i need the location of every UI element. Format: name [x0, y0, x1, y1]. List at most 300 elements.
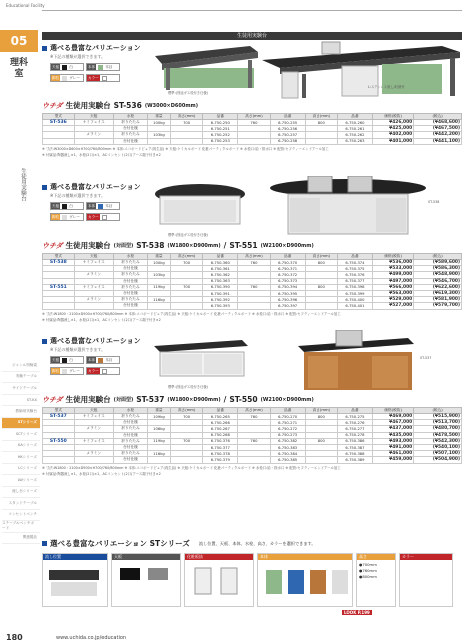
side-nav-item[interactable]: サイドテーブル [2, 383, 40, 395]
swatch-top-2: 天板 白 [50, 202, 84, 210]
table-cell: (¥513,700) [414, 420, 462, 426]
table-cell: ¥527,000 [372, 303, 413, 309]
table-cell: (¥542,300) [414, 438, 462, 444]
swatch-body-3: 本体 木目 [86, 356, 120, 364]
table-cell: ケミフェイス [74, 120, 113, 126]
table-cell: (¥515,900) [414, 414, 462, 420]
table-cell [305, 457, 337, 463]
table-cell: ¥425,000 [372, 126, 413, 132]
table-cell [74, 303, 113, 309]
table-cell: ¥437,000 [372, 426, 413, 432]
table-header-cell: 品番 [203, 114, 238, 120]
variation-sub: ※下記の種類が選択できます。 [50, 54, 106, 59]
note-2b: ※ 付属品:陶器流し×1、水栓(2口)×1、ACコンセント(2口)アース端子付き×2 [42, 317, 161, 322]
option-height: 高さ ●700mm ●760mm ●800mm [356, 553, 396, 607]
table-cell: 100kg [147, 260, 170, 266]
table-header-cell: 天板 [74, 408, 113, 414]
table-cell: 6-750-271 [270, 420, 305, 426]
table-header-cell: 品番 [337, 408, 372, 414]
st538-main-illustration [268, 176, 428, 238]
table-cell: 6-750-370 [270, 260, 305, 266]
table-cell: 6-750-377 [203, 444, 238, 450]
swatch-leg-2: 脚柱 グレー [50, 213, 84, 221]
table-cell: 760 [238, 438, 270, 444]
table-cell: (¥504,900) [414, 457, 462, 463]
table-cell: 6-750-255 [270, 120, 305, 126]
table-cell: 800 [305, 438, 337, 444]
table-cell: メラミン [74, 426, 113, 432]
table-cell: 6-750-258 [270, 138, 305, 144]
table-cell: 6-750-401 [337, 303, 372, 309]
table-cell [147, 457, 170, 463]
table-cell: 6-750-275 [337, 414, 372, 420]
table-cell: 折りたたみ [113, 260, 147, 266]
section-band: 生徒用実験台 [42, 32, 462, 40]
table-cell: (¥441,100) [414, 138, 462, 144]
illus-caption-2b: ST-538 [428, 200, 440, 204]
table-header-cell: 重量 [147, 114, 170, 120]
table-cell: 6-750-263 [337, 138, 372, 144]
category-label: 生徒用実験台 [20, 168, 26, 201]
st538-small-illustration [150, 180, 250, 235]
note-2a: ※ 寸法:W1800・2100×D900×H700/760/800mm ※ 本体:エコボードピュア(再生品) ※ 天板:ケミカルボード 化粧パーティクルボード ※ 水栓口:給・排水口 ※ 配管:セフティーエンドアール加工 [42, 311, 341, 316]
table-header-cell: 品番 [203, 254, 238, 260]
table-cell: 台付仕様 [113, 303, 147, 309]
table-cell: 6-750-250 [203, 120, 238, 126]
table-cell: ¥566,000 [372, 284, 413, 290]
table-cell: ¥529,000 [372, 297, 413, 303]
table-cell: (¥548,900) [414, 272, 462, 278]
swatch-body-2: 本体 木目 [86, 202, 120, 210]
table-cell: (¥581,900) [414, 297, 462, 303]
table-header-cell: 高さ(mm) [305, 408, 337, 414]
table-cell: 116kg [147, 451, 170, 457]
spec-table-1 [42, 113, 462, 145]
table-cell: ¥469,000 [372, 414, 413, 420]
table-cell: 6-750-362 [203, 272, 238, 278]
variation-heading: 選べる豊富なバリエーション [42, 43, 462, 53]
table-header-cell: 高さ(mm) [238, 114, 270, 120]
side-nav-item[interactable]: ステーブルベンチボード [2, 521, 40, 533]
side-nav-item[interactable]: 教師用実験台 [2, 406, 40, 418]
table-cell: ケミフェイス [74, 414, 113, 420]
table-header-cell: (税込) [414, 408, 462, 414]
table-cell: 6-750-260 [337, 120, 372, 126]
table-header-cell: 品番 [270, 114, 305, 120]
swatch-top: 天板 白 [50, 63, 84, 71]
note-3b: ※ 付属品:陶器流し×1、水栓(2口)×1、ACコンセント(2口)アース端子付き×2 [42, 471, 161, 476]
table-cell: 6-750-277 [337, 426, 372, 432]
table-cell: 折りたたみ [113, 272, 147, 278]
table-cell: ¥459,000 [372, 457, 413, 463]
product-st536 [42, 100, 462, 157]
square-bullet-icon [42, 185, 47, 190]
table-cell: 6-750-390 [203, 284, 238, 290]
table-cell: 6-750-256 [270, 126, 305, 132]
table-header-cell: 高さ(mm) [170, 254, 202, 260]
table-cell: 109kg [147, 414, 170, 420]
square-bullet-icon [42, 339, 47, 344]
table-header-cell: 価格(税抜) [372, 114, 413, 120]
table-cell: ケミフェイス [74, 438, 113, 444]
st536-small-illustration [150, 38, 260, 98]
table-header-cell: (税込) [414, 114, 462, 120]
table-cell [305, 138, 337, 144]
spec-table-3 [42, 407, 462, 464]
table-cell: 6-750-378 [203, 451, 238, 457]
note-1b: ※ 付属品:陶器流し×1、水栓(2口)×1、ACコンセント(2口)アース端子付き×2 [42, 152, 161, 157]
table-cell: 6-750-361 [203, 266, 238, 272]
table-cell: 6-750-261 [337, 126, 372, 132]
table-header-cell: 高さ(mm) [238, 408, 270, 414]
side-nav-item[interactable]: 流し台シリーズ [2, 487, 40, 499]
table-cell: メラミン [74, 132, 113, 138]
variation-heading-2: 選べる豊富なバリエーション [42, 182, 462, 192]
table-cell: 台付仕様 [113, 290, 147, 296]
st536-main-illustration [262, 38, 462, 100]
table-cell: ¥497,000 [372, 278, 413, 284]
table-cell: ケミフェイス [74, 284, 113, 290]
sink-position-icon [43, 560, 107, 604]
table-header-cell: 天板 [74, 254, 113, 260]
table-cell: 6-750-397 [270, 303, 305, 309]
table-cell [147, 303, 170, 309]
table-cell: (¥442,200) [414, 132, 462, 138]
table-cell: 6-750-251 [203, 126, 238, 132]
table-cell [74, 457, 113, 463]
table-cell: (¥622,600) [414, 284, 462, 290]
spec-table-2 [42, 253, 462, 310]
table-cell [238, 457, 270, 463]
variation-sub-2: ※下記の種類が選択できます。 [50, 193, 106, 198]
table-cell: (¥619,300) [414, 290, 462, 296]
note-1a: ※ 寸法:W3000×D600×H700/760/800mm ※ 本体:エコボードピュア(再生品) ※ 天板:ケミカルボード 化粧パーティクルボード ※ 水栓口:給・排水口 ※ 配管:セフティーエンドアール加工 [42, 146, 329, 151]
table-cell: 6-750-391 [203, 290, 238, 296]
table-cell: ¥533,000 [372, 266, 413, 272]
model-cell [43, 457, 75, 463]
table-header-cell: 型式 [43, 114, 75, 120]
side-nav-item[interactable]: KAシリーズ [2, 441, 40, 453]
table-cell: 6-750-386 [337, 438, 372, 444]
table-header-cell: 品番 [337, 254, 372, 260]
table-cell: 台付仕様 [113, 126, 147, 132]
st537-main-illustration [296, 330, 416, 392]
table-cell: 6-750-395 [270, 290, 305, 296]
table-header-cell: 型式 [43, 254, 75, 260]
table-cell: 台付仕様 [113, 420, 147, 426]
table-cell: 6-750-400 [337, 297, 372, 303]
panel-icon [185, 560, 253, 604]
table-cell: 6-750-389 [337, 457, 372, 463]
table-header-cell: 高さ(mm) [170, 114, 202, 120]
table-cell: (¥589,600) [414, 260, 462, 266]
side-nav-item[interactable]: STシリーズ [2, 418, 40, 430]
table-cell: 6-750-253 [203, 138, 238, 144]
table-header-cell: 価格(税抜) [372, 254, 413, 260]
model-cell: ST-550 [43, 438, 75, 444]
swatch-leg: 脚柱 グレー [50, 74, 84, 82]
table-cell: ¥401,000 [372, 138, 413, 144]
table-cell: 台付仕様 [113, 266, 147, 272]
table-cell: 760 [238, 414, 270, 420]
table-header-cell: 品番 [337, 114, 372, 120]
table-cell: 103kg [147, 132, 170, 138]
table-cell: 700 [170, 414, 202, 420]
table-cell: 6-750-270 [270, 414, 305, 420]
st-option-row [42, 553, 462, 607]
table-cell: 6-750-376 [337, 272, 372, 278]
table-cell: 6-750-396 [270, 297, 305, 303]
model-cell: ST-536 [43, 120, 75, 126]
table-cell: メラミン [74, 451, 113, 457]
table-header-cell: 重量 [147, 254, 170, 260]
model-cell [43, 138, 75, 144]
table-cell: ¥499,000 [372, 272, 413, 278]
footer-url[interactable]: www.uchida.co.jp/education [56, 635, 127, 641]
facility-label: Educational Facility [6, 3, 45, 8]
table-cell [238, 138, 270, 144]
side-nav-item[interactable]: HKシリーズ [2, 452, 40, 464]
table-cell: ¥491,000 [372, 444, 413, 450]
table-header-cell: 価格(税抜) [372, 408, 413, 414]
swatch-color-2: カラー [86, 213, 120, 221]
illus-caption-3b: ST-537 [420, 356, 432, 360]
table-row [43, 303, 462, 309]
table-cell: 6-750-267 [203, 426, 238, 432]
model-cell: ST-538 [43, 260, 75, 266]
table-cell: 6-750-360 [203, 260, 238, 266]
table-header-cell: 型式 [43, 408, 75, 414]
variation-sub-3: ※下記の種類が選択できます。 [50, 347, 106, 352]
side-nav-item[interactable]: ST-KX [2, 395, 40, 407]
table-cell: 100kg [147, 120, 170, 126]
table-cell: 6-750-276 [337, 420, 372, 426]
table-cell: 6-750-257 [270, 132, 305, 138]
table-cell: (¥546,700) [414, 278, 462, 284]
table-cell: 台付仕様 [113, 457, 147, 463]
top-board-icon [112, 560, 180, 604]
body-color-icon [258, 560, 352, 604]
page-number: 180 [6, 633, 23, 642]
table-cell: 6-750-382 [270, 438, 305, 444]
table-cell: 6-750-262 [337, 132, 372, 138]
table-cell: 700 [170, 284, 202, 290]
option-body: 本体 [257, 553, 353, 607]
table-cell: 6-750-265 [203, 414, 238, 420]
table-cell: (¥586,300) [414, 266, 462, 272]
table-cell: 6-750-399 [337, 290, 372, 296]
table-cell: 折りたたみ [113, 132, 147, 138]
table-cell: 6-750-385 [270, 457, 305, 463]
table-cell: 折りたたみ [113, 414, 147, 420]
table-cell: ¥461,000 [372, 451, 413, 457]
table-cell: 台付仕様 [113, 444, 147, 450]
swatch-body: 本体 木目 [86, 63, 120, 71]
chapter-title: 理科室 [10, 58, 29, 79]
table-cell: 760 [238, 284, 270, 290]
table-cell: メラミン [74, 297, 113, 303]
table-header-cell: 水栓 [113, 114, 147, 120]
swatch-color-3: カラー [86, 367, 120, 375]
table-cell: 6-750-278 [337, 432, 372, 438]
product-title-1: ウチダ 生徒用実験台 ST-536 (W3000×D600mm) [42, 101, 199, 110]
side-nav-item[interactable]: スタンドテーブル [2, 498, 40, 510]
table-cell: 106kg [147, 426, 170, 432]
table-header-cell: 天板 [74, 114, 113, 120]
table-cell: ¥563,000 [372, 290, 413, 296]
table-cell: 台付仕様 [113, 138, 147, 144]
table-cell: (¥467,500) [414, 126, 462, 132]
table-header-cell: 品番 [270, 408, 305, 414]
side-nav-item[interactable]: 関連製品 [2, 533, 40, 545]
table-cell: 折りたたみ [113, 451, 147, 457]
table-cell: ¥536,000 [372, 260, 413, 266]
side-nav-item[interactable]: LCシリーズ [2, 464, 40, 476]
table-cell: 116kg [147, 297, 170, 303]
table-header-cell: 高さ(mm) [305, 114, 337, 120]
swatch-leg-3: 脚柱 グレー [50, 367, 84, 375]
table-cell: 800 [305, 284, 337, 290]
table-cell: ケミフェイス [74, 260, 113, 266]
table-cell: 6-750-373 [270, 278, 305, 284]
table-cell: 6-750-252 [203, 132, 238, 138]
table-cell: (¥480,700) [414, 426, 462, 432]
product-title-2: ウチダ 生徒用実験台 (対面型) ST-538 (W1800×D900mm) / ST-551 (W2100×D900mm) [42, 241, 314, 250]
table-cell: 103kg [147, 272, 170, 278]
table-cell [147, 138, 170, 144]
height-list: ●700mm ●760mm ●800mm [359, 562, 377, 579]
table-header-cell: 高さ(mm) [170, 408, 202, 414]
option-panel: 化粧板抜 [184, 553, 254, 607]
swatch-top-3: 天板 白 [50, 356, 84, 364]
square-bullet-icon [42, 46, 47, 51]
table-cell: 折りたたみ [113, 297, 147, 303]
table-cell: 6-750-363 [203, 278, 238, 284]
table-cell: 800 [305, 120, 337, 126]
table-row [43, 457, 462, 463]
model-cell: ST-551 [43, 284, 75, 290]
illus-caption-1b: L:ステンレス流し/収納付 [368, 85, 405, 89]
table-cell: 6-750-273 [270, 432, 305, 438]
table-cell: 760 [238, 120, 270, 126]
table-cell: 折りたたみ [113, 426, 147, 432]
table-cell: 6-750-379 [203, 457, 238, 463]
table-cell [170, 457, 202, 463]
table-cell: 6-750-375 [337, 266, 372, 272]
table-header-cell: 高さ(mm) [238, 254, 270, 260]
product-title-3: ウチダ 生徒用実験台 (対面型) ST-537 (W1800×D900mm) / ST-550 (W2100×D900mm) [42, 395, 314, 404]
table-cell: 台付仕様 [113, 432, 147, 438]
table-cell: ¥435,000 [372, 432, 413, 438]
illus-caption-3: 標準:(別途ガス栓付き仕様) [168, 385, 208, 389]
table-cell: 700 [170, 120, 202, 126]
side-nav-item[interactable]: コンセントベンチ [2, 510, 40, 522]
table-cell: メラミン [74, 272, 113, 278]
st537-small-illustration [150, 334, 250, 384]
table-cell: 800 [305, 414, 337, 420]
table-cell: 6-750-394 [270, 284, 305, 290]
table-cell: 6-750-371 [270, 266, 305, 272]
table-cell: 119kg [147, 438, 170, 444]
side-nav-item[interactable]: ジャンル別検索 [2, 360, 40, 372]
table-cell [170, 138, 202, 144]
table-cell: (¥478,500) [414, 432, 462, 438]
option-top: 天板 [111, 553, 181, 607]
table-cell [305, 303, 337, 309]
table-cell: 台付仕様 [113, 278, 147, 284]
table-cell: 6-750-376 [203, 438, 238, 444]
table-header-cell: 高さ(mm) [305, 254, 337, 260]
table-cell: 折りたたみ [113, 120, 147, 126]
table-cell: ¥493,000 [372, 438, 413, 444]
side-nav-item[interactable]: SCTシリーズ [2, 429, 40, 441]
illus-caption-2: 標準:(別途ガス栓付き仕様) [168, 233, 208, 237]
model-cell: ST-537 [43, 414, 75, 420]
table-header-cell: 水栓 [113, 254, 147, 260]
table-cell: 760 [238, 260, 270, 266]
look-page-link[interactable]: LOOK P.199 [344, 610, 370, 615]
table-cell: 6-750-388 [337, 451, 372, 457]
st-variation-heading: 選べる豊富なバリエーション STシリーズ 流し位置、天板、本体、水栓、高さ、カラーを選択できます。 [42, 538, 462, 549]
table-cell: 6-750-398 [337, 284, 372, 290]
table-header-cell: 品番 [203, 408, 238, 414]
side-nav [2, 360, 40, 544]
table-cell: 6-750-387 [337, 444, 372, 450]
option-sink-position: 流し位置 [42, 553, 108, 607]
table-header-cell: (税込) [414, 254, 462, 260]
top-rule [42, 10, 462, 11]
side-nav-item[interactable]: LWシリーズ [2, 475, 40, 487]
table-cell: 119kg [147, 284, 170, 290]
table-cell: 6-750-272 [270, 426, 305, 432]
table-cell: ¥467,000 [372, 420, 413, 426]
table-cell: 700 [170, 438, 202, 444]
table-cell: 折りたたみ [113, 284, 147, 290]
model-cell [43, 303, 75, 309]
table-cell: 700 [170, 260, 202, 266]
table-header-cell: 重量 [147, 408, 170, 414]
table-cell [238, 303, 270, 309]
table-cell: 6-750-384 [270, 451, 305, 457]
side-nav-item[interactable]: 実験テーブル [2, 372, 40, 384]
variation-heading-3: 選べる豊富なバリエーション [42, 336, 462, 346]
table-cell: (¥507,100) [414, 451, 462, 457]
product-st538 [42, 240, 462, 322]
table-cell: (¥579,700) [414, 303, 462, 309]
table-cell: 6-750-393 [203, 303, 238, 309]
table-cell: (¥468,600) [414, 120, 462, 126]
square-bullet-icon [42, 541, 47, 546]
note-3a: ※ 寸法:W1800・2100×D900×H700/760/800mm ※ 本体:エコボードピュア(再生品) ※ 天板:ケミカルボード 化粧パーティクルボード ※ 水栓口:給・排水口 ※ 配管:セフティーエンドアール加工 [42, 465, 341, 470]
product-st537 [42, 394, 462, 476]
table-cell: ¥426,000 [372, 120, 413, 126]
table-header-cell: 水栓 [113, 408, 147, 414]
table-cell: 6-750-372 [270, 272, 305, 278]
table-cell: 6-750-392 [203, 297, 238, 303]
table-cell: ¥402,000 [372, 132, 413, 138]
table-row [43, 138, 462, 144]
st-series-variations [42, 538, 462, 618]
table-cell [170, 303, 202, 309]
table-cell: 6-750-383 [270, 444, 305, 450]
option-color: カラー [399, 553, 453, 607]
table-cell: 800 [305, 260, 337, 266]
table-header-cell: 品番 [270, 254, 305, 260]
table-cell: 6-750-268 [203, 432, 238, 438]
table-cell: 6-750-377 [337, 278, 372, 284]
swatch-color: カラー [86, 74, 120, 82]
chapter-number: 05 [0, 30, 38, 52]
